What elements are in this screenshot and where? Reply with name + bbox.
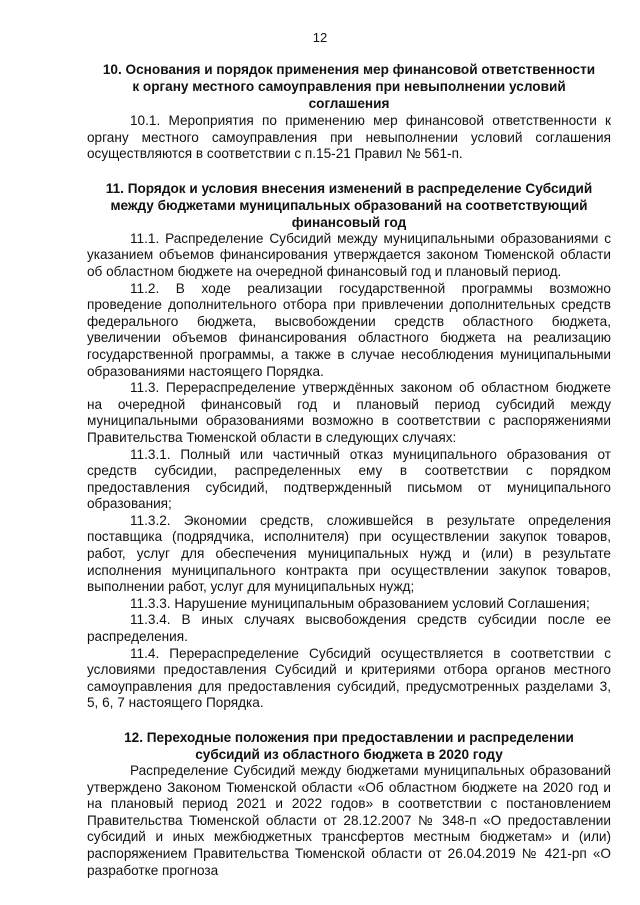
document-body — [87, 61, 611, 879]
paragraph: 11.3.2. Экономии средств, сложившейся в результате определения поставщика (подрядчика, исполнителя) при осуществлении закупок товаров, работ, услуг для обеспечения муниципальных нужд и (или) в результате исполнения муниципального контракта при осуществлении закупок товаров, выполнении работ, услуг для муниципальных нужд; — [87, 512, 611, 595]
page-number: 12 — [312, 30, 328, 45]
paragraph: 11.3.4. В иных случаях высвобождения средств субсидии после ее распределения. — [87, 612, 611, 645]
paragraph: 11.1. Распределение Субсидий между муниципальными образованиями с указанием объемов финансирования утверждается законом Тюменской области об областном бюджете на очередной финансовый год и плановый период. — [87, 230, 611, 279]
section-12 — [87, 729, 611, 879]
section-heading: 12. Переходные положения при предоставлении и распределении субсидий из областного бюджета в 2020 году — [124, 730, 574, 762]
paragraph: 10.1. Мероприятия по применению мер финансовой ответственности к органу местного самоуправления при невыполнении условий соглашения осуществляются в соответствии с п.15-21 Правил № 561-п. — [87, 113, 611, 162]
section-11 — [87, 180, 611, 712]
section-10 — [87, 61, 611, 163]
section-heading: 10. Основания и порядок применения мер финансовой ответственности к органу местного самоуправления при невыполнении условий соглашения — [102, 62, 596, 111]
paragraph: 11.3.1. Полный или частичный отказ муниципального образования от средств субсидии, распределенных ему в соответствии с порядком предоставления субсидий, подтвержденный письмом от муниципального образования; — [87, 446, 611, 512]
paragraph: Распределение Субсидий между бюджетами муниципальных образований утверждено Законом Тюменской области «Об областном бюджете на 2020 год и на плановый период 2021 и 2022 годов» в соответствии с постановлением Правительства Тюменской области от 28.12.2007 № 348-п «О предоставлении субсидий и иных межбюджетных трансфертов местным бюджетам» и (или) распоряжением Правительства Тюменской области от 26.04.2019 № 421-рп «О разработке прогноза — [87, 763, 611, 878]
paragraph: 11.3.3. Нарушение муниципальным образованием условий Соглашения; — [130, 595, 590, 611]
section-heading: 11. Порядок и условия внесения изменений в распределение Субсидий между бюджетами муниципальных образований на соответствующий финансовый год — [105, 180, 593, 230]
paragraph: 11.4. Перераспределение Субсидий осуществляется в соответствии с условиями предоставления Субсидий и критериями отбора органов местного самоуправления для предоставления субсидий, предусмотренных разделами 3, 5, 6, 7 настоящего Порядка. — [87, 645, 611, 711]
paragraph: 11.2. В ходе реализации государственной программы возможно проведение дополнительного отбора при привлечении дополнительных средств федерального бюджета, высвобождении средств областного бюджета, увеличении объемов финансирования областного бюджета на реализацию государственной программы, а также в случае несоблюдения муниципальными образованиями настоящего Порядка. — [87, 280, 611, 379]
paragraph: 11.3. Перераспределение утверждённых законом об областном бюджете на очередной финансовый год и плановый период субсидий между муниципальными образованиями возможно в соответствии с распоряжениями Правительства Тюменской области в следующих случаях: — [87, 380, 611, 445]
